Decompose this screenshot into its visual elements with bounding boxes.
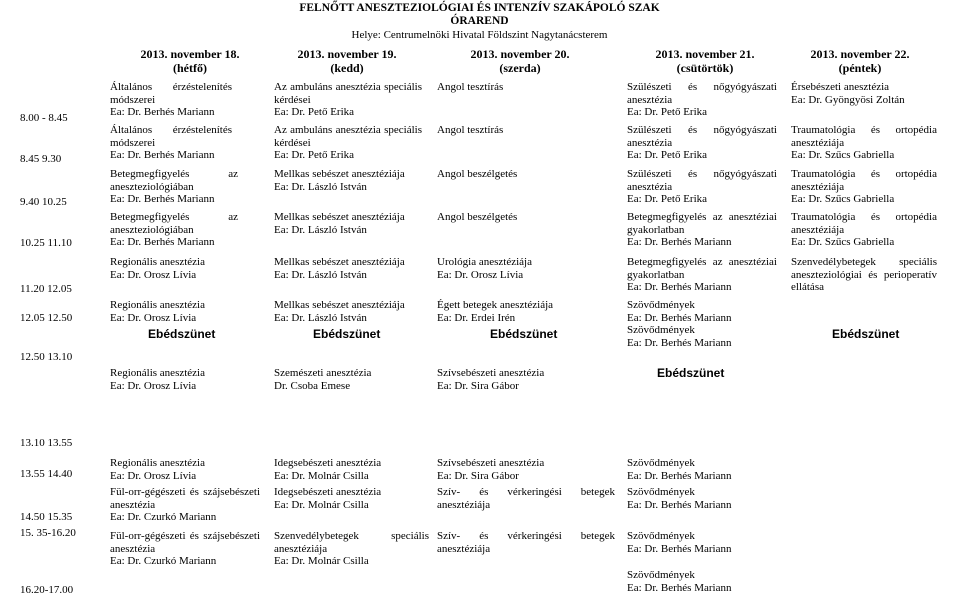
schedule-cell [274,486,429,511]
course-title: Szívsebészeti anesztézia [437,367,545,379]
course-title: Betegmegfigyelés az aneszteziológiában [110,211,238,236]
day-date: 2013. november 21. [655,47,755,61]
schedule-cell [110,124,232,162]
lecturer: Dr. Csoba Emese [274,379,351,392]
day-header-fri [790,47,930,75]
schedule-cell [437,530,615,555]
course-title: Szövődmények [627,324,695,336]
course-title: Szív- és vérkeringési betegek anesztéziája [437,486,615,511]
schedule-cell [627,81,777,119]
course-title: Érsebészeti anesztézia [791,81,890,93]
schedule-cell [274,211,429,236]
lecturer: Ea: Dr. Erdei Irén [437,311,516,324]
schedule-cell [110,530,260,568]
lecturer: Ea: Dr. Berhés Mariann [627,236,732,249]
day-header-thu [625,47,785,75]
lecturer: Ea: Dr. Szűcs Gabriella [791,193,895,206]
course-title: Szövődmények [627,299,695,311]
schedule-cell [110,457,260,482]
course-title: Szövődmények [627,457,695,469]
lecturer: Ea: Dr. Pető Erika [274,149,355,162]
lecturer: Ea: Dr. Molnár Csilla [274,498,369,511]
schedule-cell [791,81,941,106]
schedule-cell [110,256,260,281]
lecturer: Ea: Dr. Pető Erika [274,106,355,119]
lecturer: Ea: Dr. Czurkó Mariann [110,555,217,568]
lecturer: Ea: Dr. Czurkó Mariann [110,511,217,524]
schedule-cell [110,81,232,119]
lecturer: Ea: Dr. Szűcs Gabriella [791,236,895,249]
course-title: Szenvedélybetegek speciális anesztéziája [274,530,429,555]
time-slot: 14.50 15.35 [20,511,73,523]
schedule-cell [627,530,777,555]
schedule-cell [274,124,422,162]
schedule-cell [627,324,777,349]
course-title: Traumatológia és ortopédia anesztéziája [791,124,937,149]
lecturer: Ea: Dr. Berhés Mariann [110,236,215,249]
lecturer: Ea: Dr. Orosz Lívia [437,268,524,281]
schedule-cell [627,124,777,162]
lecturer: Ea: Dr. Orosz Lívia [110,311,197,324]
lecturer: Ea: Dr. Berhés Mariann [110,193,215,206]
course-title: Szívsebészeti anesztézia [437,457,545,469]
lecturer: Ea: Dr. Orosz Lívia [110,379,197,392]
lunch-break-tue: Ebédszünet [313,327,381,341]
schedule-cell [110,168,238,206]
schedule-cell [110,299,260,324]
course-title: Idegsebészeti anesztézia [274,457,382,469]
course-title: Általános érzéstelenítés módszerei [110,124,232,149]
time-slot: 9.40 10.25 [20,196,67,208]
course-title: Szenvedélybetegek speciális aneszteziológiai és perioperatív ellátása [791,256,937,294]
lunch-break-wed: Ebédszünet [490,327,558,341]
course-title: Betegmegfigyelés az anesztéziai gyakorlatban [627,256,777,281]
lecturer: Ea: Dr. Orosz Lívia [110,268,197,281]
day-date: 2013. november 22. [810,47,910,61]
schedule-cell [110,486,260,524]
course-title: Idegsebészeti anesztézia [274,486,382,498]
lecturer: Ea: Dr. Berhés Mariann [627,336,732,349]
day-date: 2013. november 19. [297,47,397,61]
course-title: Szülészeti és nőgyógyászati anesztézia [627,168,777,193]
time-slot: 8.45 9.30 [20,153,62,165]
day-name: (szerda) [499,61,541,75]
day-name: (kedd) [330,61,364,75]
schedule-cell [437,256,612,281]
lecturer: Ea: Dr. Pető Erika [627,149,708,162]
lecturer: Ea: Dr. Pető Erika [627,193,708,206]
course-title: Fül-orr-gégészeti és szájsebészeti anesztézia [110,530,260,555]
course-title: Szövődmények [627,569,695,581]
schedule-cell [627,486,777,511]
course-title: Mellkas sebészet anesztéziája [274,168,405,180]
schedule-cell [274,530,429,568]
course-title: Urológia anesztéziája [437,256,532,268]
course-title: Regionális anesztézia [110,256,205,268]
lecturer: Ea: Dr. Berhés Mariann [627,581,732,594]
lunch-break-mon: Ebédszünet [148,327,216,341]
lecturer: Ea: Dr. Szűcs Gabriella [791,149,895,162]
lecturer: Ea: Dr. Molnár Csilla [274,555,369,568]
schedule-cell [437,457,612,482]
lecturer: Ea: Dr. Sira Gábor [437,379,519,392]
day-name: (péntek) [838,61,882,75]
schedule-cell [627,569,777,594]
schedule-cell [274,299,429,324]
course-title: Szemészeti anesztézia [274,367,372,379]
schedule-cell [274,457,429,482]
course-title: Szülészeti és nőgyógyászati anesztézia [627,81,777,106]
schedule-cell [437,486,615,511]
day-date: 2013. november 20. [470,47,570,61]
course-title: Fül-orr-gégészeti és szájsebészeti anesztézia [110,486,260,511]
schedule-cell [791,211,937,249]
course-title: Traumatológia és ortopédia anesztéziája [791,168,937,193]
lunch-break-fri: Ebédszünet [832,327,900,341]
schedule-cell [274,168,429,193]
course-title: Regionális anesztézia [110,299,205,311]
lecturer: Ea: Dr. Gyöngyösi Zoltán [791,93,905,106]
schedule-cell [627,168,777,206]
course-title: Angol beszélgetés [437,168,518,180]
lecturer: Ea: Dr. László István [274,223,367,236]
schedule-cell [437,81,612,94]
lecturer: Ea: Dr. László István [274,180,367,193]
day-header-tue [272,47,422,75]
schedule-cell [274,367,429,392]
course-title: Általános érzéstelenítés módszerei [110,81,232,106]
course-title: Traumatológia és ortopédia anesztéziája [791,211,937,236]
schedule-cell [627,299,777,324]
time-slot: 11.20 12.05 [20,283,72,295]
page-title: FELNŐTT ANESZTEZIOLÓGIAI ÉS INTENZÍV SZAKÁPOLÓ SZAK [299,2,660,14]
schedule-cell [110,367,260,392]
day-name: (csütörtök) [676,61,734,75]
schedule-cell [791,124,937,162]
lecturer: Ea: Dr. Pető Erika [627,106,708,119]
course-title: Szív- és vérkeringési betegek anesztéziája [437,530,615,555]
lecturer: Ea: Dr. Orosz Lívia [110,469,197,482]
lecturer: Ea: Dr. László István [274,311,367,324]
schedule-cell [274,256,429,281]
course-title: Regionális anesztézia [110,367,205,379]
schedule-cell [791,168,937,206]
schedule-cell [437,168,612,181]
schedule-cell [437,299,612,324]
schedule-cell [274,81,422,119]
schedule-cell [437,124,612,137]
lecturer: Ea: Dr. László István [274,268,367,281]
course-title: Szövődmények [627,486,695,498]
schedule-cell [627,256,777,294]
day-header-mon [110,47,270,75]
schedule-cell [791,256,937,294]
lunch-break-thu: Ebédszünet [657,366,725,380]
time-slot: 16.20-17.00 [20,584,74,596]
page-subtitle: ÓRAREND [450,15,509,27]
time-slot: 13.55 14.40 [20,468,73,480]
schedule-cell [437,211,612,224]
schedule-cell [110,211,238,249]
course-title: Mellkas sebészet anesztéziája [274,256,405,268]
course-title: Szülészeti és nőgyógyászati anesztézia [627,124,777,149]
lecturer: Ea: Dr. Berhés Mariann [627,542,732,555]
time-slot: 13.10 13.55 [20,437,73,449]
time-slot: 10.25 11.10 [20,237,72,249]
time-slot: 15. 35-16.20 [20,527,76,539]
course-title: Angol tesztírás [437,124,504,136]
time-slot: 8.00 - 8.45 [20,112,68,124]
course-title: Regionális anesztézia [110,457,205,469]
time-slot: 12.05 12.50 [20,312,73,324]
lecturer: Ea: Dr. Sira Gábor [437,469,519,482]
course-title: Az ambuláns anesztézia speciális kérdései [274,81,422,106]
course-title: Angol tesztírás [437,81,504,93]
day-header-wed [435,47,605,75]
course-title: Mellkas sebészet anesztéziája [274,211,405,223]
lecturer: Ea: Dr. Berhés Mariann [627,469,732,482]
time-slot: 12.50 13.10 [20,351,73,363]
schedule-cell [627,211,777,249]
course-title: Égett betegek anesztéziája [437,299,554,311]
course-title: Az ambuláns anesztézia speciális kérdései [274,124,422,149]
lecturer: Ea: Dr. Berhés Mariann [627,281,732,294]
course-title: Betegmegfigyelés az anesztéziai gyakorlatban [627,211,777,236]
lecturer: Ea: Dr. Berhés Mariann [627,311,732,324]
course-title: Betegmegfigyelés az aneszteziológiában [110,168,238,193]
lecturer: Ea: Dr. Berhés Mariann [110,149,215,162]
schedule-cell [627,457,777,482]
lecturer: Ea: Dr. Berhés Mariann [627,498,732,511]
schedule-cell [437,367,612,392]
venue-text: Helye: Centrumelnöki Hivatal Földszint Nagytanácsterem [351,29,608,41]
day-date: 2013. november 18. [140,47,240,61]
day-name: (hétfő) [173,61,207,75]
lecturer: Ea: Dr. Molnár Csilla [274,469,369,482]
course-title: Szövődmények [627,530,695,542]
course-title: Angol beszélgetés [437,211,518,223]
course-title: Mellkas sebészet anesztéziája [274,299,405,311]
lecturer: Ea: Dr. Berhés Mariann [110,106,215,119]
